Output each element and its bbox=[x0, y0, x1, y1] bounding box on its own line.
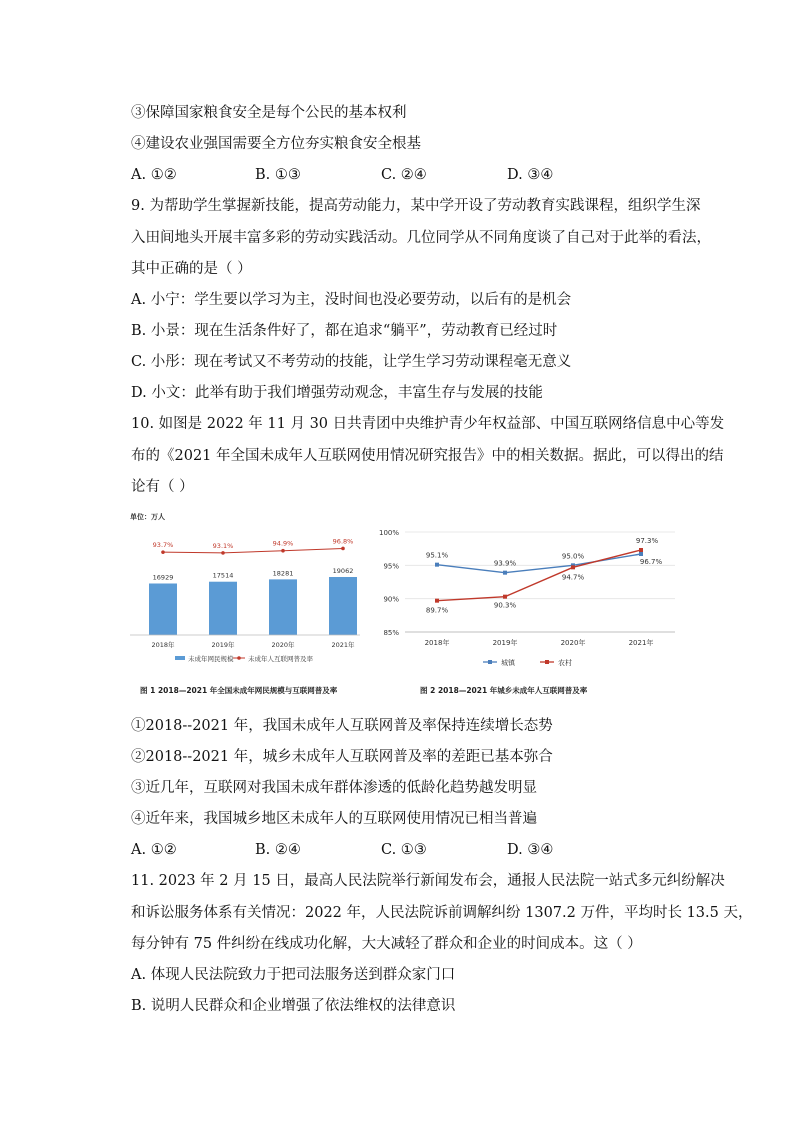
legend-bar-swatch bbox=[175, 656, 185, 660]
rate-label: 94.9% bbox=[272, 539, 294, 548]
q10-statement-2: ②2018--2021 年，城乡未成年人互联网普及率的差距已基本弥合 bbox=[131, 749, 553, 765]
fig1-legend bbox=[175, 654, 314, 663]
rate-label: 96.8% bbox=[332, 537, 354, 546]
option-c[interactable]: C. ②④ bbox=[381, 167, 427, 183]
q11-stem-line-3: 每分钟有 75 件纠纷在线成功化解，大大减轻了群众和企业的时间成本。这（ ） bbox=[131, 936, 642, 952]
rate-point bbox=[281, 549, 285, 553]
fig2-legend bbox=[483, 658, 572, 667]
q9-stem-line-2: 入田间地头开展丰富多彩的劳动实践活动。几位同学从不同角度谈了自己对于此举的看法， bbox=[131, 230, 711, 246]
legend-line-label: 未成年人互联网普及率 bbox=[248, 655, 313, 663]
x-tick-label: 2018年 bbox=[151, 641, 175, 649]
fig2-x-tick-labels bbox=[425, 638, 654, 647]
bar bbox=[149, 583, 177, 635]
q9-option-a[interactable]: A. 小宁：学生要以学习为主，没时间也没必要劳动，以后有的是机会 bbox=[131, 292, 572, 308]
q10-stem-line-3: 论有（ ） bbox=[131, 479, 194, 495]
x-tick-label: 2020年 bbox=[271, 641, 295, 649]
data-label: 95.0% bbox=[561, 552, 585, 561]
data-label: 89.7% bbox=[425, 606, 449, 615]
rate-label: 93.1% bbox=[212, 541, 234, 550]
option-b[interactable]: B. ①③ bbox=[255, 167, 301, 183]
rate-point bbox=[161, 550, 165, 554]
unit-label: 单位：万人 bbox=[130, 513, 165, 521]
legend-bar-label: 未成年网民规模 bbox=[188, 655, 234, 663]
y-tick-label: 85% bbox=[383, 629, 399, 637]
y-tick-label: 95% bbox=[383, 562, 399, 571]
q9-option-b[interactable]: B. 小景：现在生活条件好了，都在追求“躺平”，劳动教育已经过时 bbox=[131, 323, 558, 339]
option-d[interactable]: D. ③④ bbox=[507, 842, 554, 858]
fig1-rate-series bbox=[153, 537, 354, 554]
bar bbox=[209, 582, 237, 635]
bar-value-label: 17514 bbox=[212, 571, 234, 580]
data-label: 90.3% bbox=[493, 601, 517, 610]
data-point bbox=[639, 552, 643, 556]
data-point bbox=[571, 565, 575, 569]
data-label: 93.9% bbox=[493, 559, 517, 568]
option-a[interactable]: A. ①② bbox=[131, 842, 177, 858]
x-tick-label: 2018年 bbox=[424, 639, 450, 647]
fig1-x-tick-labels bbox=[151, 640, 355, 649]
q9-option-d[interactable]: D. 小文：此举有助于我们增强劳动观念，丰富生存与发展的技能 bbox=[131, 385, 543, 401]
q10-statement-1: ①2018--2021 年，我国未成年人互联网普及率保持连续增长态势 bbox=[131, 718, 553, 734]
q10-stem-line-1: 10. 如图是 2022 年 11 月 30 日共青团中央维护青少年权益部、中国互联网络信息中心等发 bbox=[131, 416, 725, 432]
bar bbox=[269, 579, 297, 635]
data-point bbox=[435, 599, 439, 603]
x-tick-label: 2019年 bbox=[211, 641, 235, 649]
x-tick-label: 2021年 bbox=[331, 641, 355, 649]
rate-point bbox=[221, 551, 225, 555]
q11-option-b[interactable]: B. 说明人民群众和企业增强了依法维权的法律意识 bbox=[131, 998, 456, 1014]
q11-stem-line-2: 和诉讼服务体系有关情况：2022 年，人民法院诉前调解纠纷 1307.2 万件，平均时长 13.5 天， bbox=[131, 905, 753, 921]
figure-1-chart bbox=[125, 505, 365, 705]
data-label: 94.7% bbox=[561, 573, 585, 582]
figure-2-caption: 图 2 2018—2021 年城乡未成年人互联网普及率 bbox=[420, 686, 588, 695]
figure-1-caption: 图 1 2018—2021 年全国未成年网民规模与互联网普及率 bbox=[140, 686, 338, 695]
rural-line bbox=[437, 550, 641, 601]
q9-stem-line-3: 其中正确的是（ ） bbox=[131, 261, 252, 277]
x-tick-label: 2021年 bbox=[628, 639, 654, 647]
option-a[interactable]: A. ①② bbox=[131, 167, 177, 183]
bar-value-label: 16929 bbox=[152, 573, 174, 582]
data-point bbox=[435, 563, 439, 567]
fig2-y-tick-labels bbox=[379, 529, 399, 637]
statement-4: ④建设农业强国需要全方位夯实粮食安全根基 bbox=[131, 136, 421, 152]
legend-rural-label: 农村 bbox=[558, 659, 572, 667]
q9-stem-line-1: 9. 为帮助学生掌握新技能，提高劳动能力，某中学开设了劳动教育实践课程，组织学生深 bbox=[131, 198, 701, 214]
q11-option-a[interactable]: A. 体现人民法院致力于把司法服务送到群众家门口 bbox=[131, 967, 456, 983]
option-c[interactable]: C. ①③ bbox=[381, 842, 427, 858]
x-tick-label: 2020年 bbox=[560, 639, 586, 647]
data-label: 96.7% bbox=[639, 558, 663, 566]
q11-stem-line-1: 11. 2023 年 2 月 15 日，最高人民法院举行新闻发布会，通报人民法院一站式多元纠纷解决 bbox=[131, 873, 725, 889]
q10-statement-3: ③近几年，互联网对我国未成年群体渗透的低龄化趋势越发明显 bbox=[131, 780, 537, 796]
figure-2-chart bbox=[375, 520, 685, 705]
data-point bbox=[503, 595, 507, 599]
q10-statement-4: ④近年来，我国城乡地区未成年人的互联网使用情况已相当普遍 bbox=[131, 811, 537, 827]
data-point bbox=[503, 571, 507, 575]
fig1-bar-series bbox=[149, 567, 357, 635]
bar-value-label: 18281 bbox=[272, 569, 294, 578]
option-b[interactable]: B. ②④ bbox=[255, 842, 301, 858]
x-tick-label: 2019年 bbox=[492, 639, 518, 647]
bar bbox=[329, 577, 357, 635]
urban-line bbox=[437, 554, 641, 573]
fig2-series bbox=[426, 537, 663, 615]
y-tick-label: 100% bbox=[378, 529, 399, 537]
rate-line bbox=[163, 548, 343, 552]
q10-stem-line-2: 布的《2021 年全国未成年人互联网使用情况研究报告》中的相关数据。据此，可以得出的结 bbox=[131, 448, 724, 464]
statement-3: ③保障国家粮食安全是每个公民的基本权利 bbox=[131, 105, 407, 121]
y-tick-label: 90% bbox=[383, 595, 399, 604]
data-point bbox=[639, 548, 643, 552]
data-label: 97.3% bbox=[635, 537, 659, 545]
legend-urban-label: 城镇 bbox=[501, 659, 515, 667]
q9-option-c[interactable]: C. 小彤：现在考试又不考劳动的技能，让学生学习劳动课程毫无意义 bbox=[131, 354, 572, 370]
rate-point bbox=[341, 547, 345, 551]
data-label: 95.1% bbox=[425, 551, 449, 560]
rate-label: 93.7% bbox=[152, 541, 174, 550]
option-d[interactable]: D. ③④ bbox=[507, 167, 554, 183]
bar-value-label: 19062 bbox=[332, 567, 354, 575]
